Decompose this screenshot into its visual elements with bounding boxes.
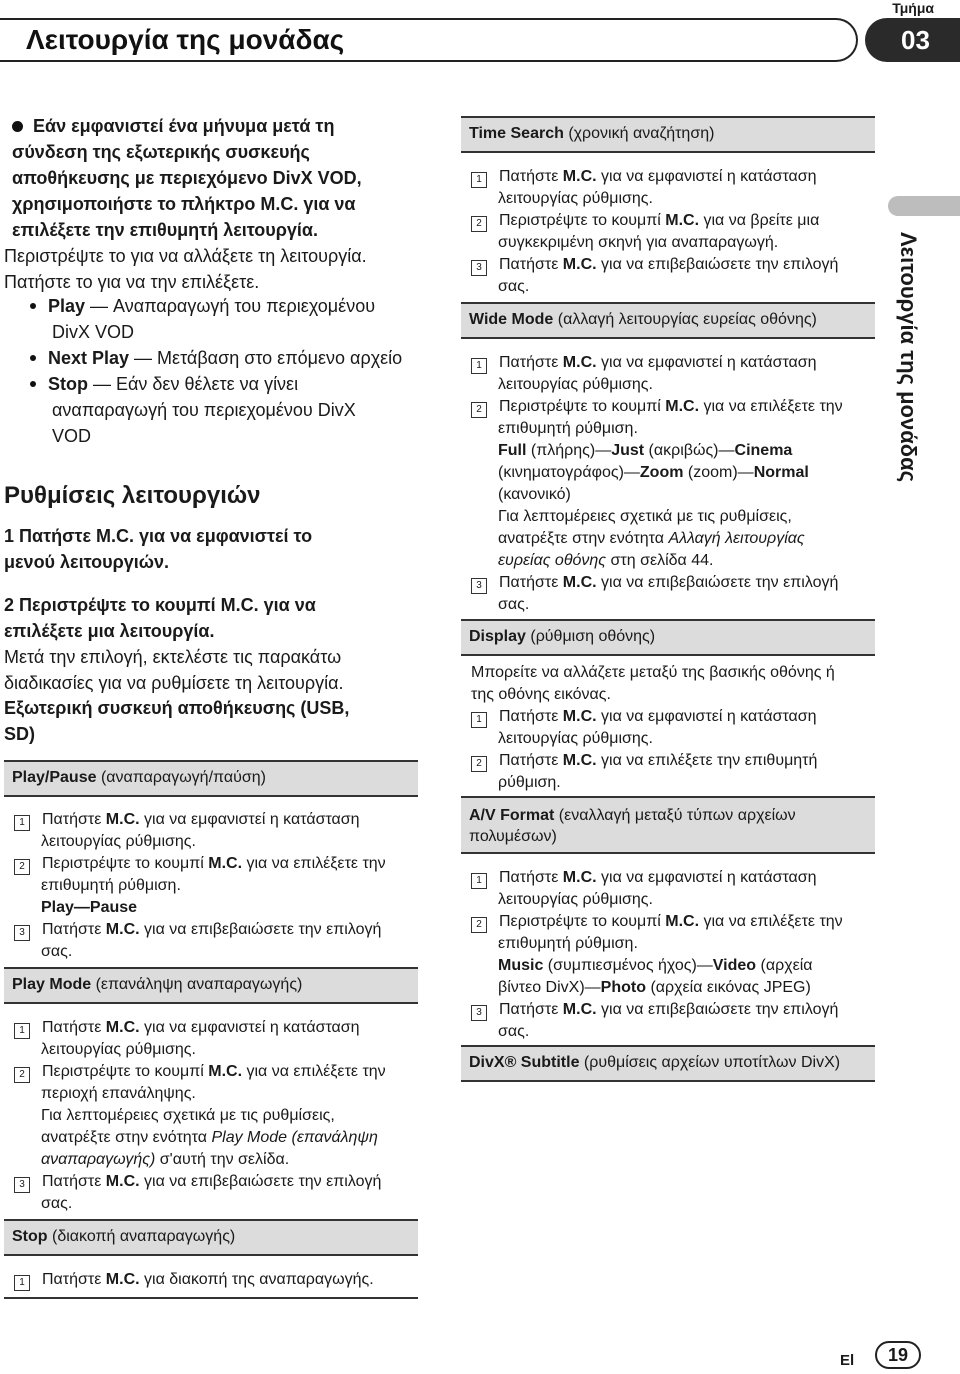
step-marker: 2 (471, 402, 487, 418)
bullet-icon (30, 381, 36, 387)
intro-line: σύνδεση της εξωτερικής συσκευής (12, 142, 310, 162)
bullet-cont: DivX VOD (52, 322, 135, 342)
play-pause-steps: 1 Πατήστε M.C. για να εμφανιστεί η κατάσταση λειτουργίας ρύθμισης. 2 Περιστρέψτε το κουμπί M.C. για να επιλέξετε την επιθυμητή ρύθμιση. Play—Pause 3 Πατήστε M.C. για να επιβεβαιώσετε την επιλογή σας. (14, 809, 424, 963)
step-2 (4, 592, 434, 644)
section-label: Τμήμα (892, 0, 934, 16)
bullet-cont: αναπαραγωγή του περιεχομένου DivX (52, 400, 356, 420)
step-marker: 1 (471, 873, 487, 889)
ext-line: SD) (4, 724, 35, 744)
step-marker: 3 (14, 925, 30, 941)
stop-bar (4, 1219, 418, 1256)
side-title (895, 232, 943, 522)
divx-subtitle-bar (461, 1045, 875, 1082)
step-marker: 1 (14, 815, 30, 831)
intro-line: Εάν εμφανιστεί ένα μήνυμα μετά τη (33, 116, 335, 136)
after-line: διαδικασίες για να ρυθμίσετε τη λειτουργία. (4, 673, 344, 693)
wide-mode-steps: 1 Πατήστε M.C. για να εμφανιστεί η κατάσταση λειτουργίας ρύθμισης. 2 Περιστρέψτε το κουμπί M.C. για να επιλέξετε την επιθυμητή ρύθμιση. Full (πλήρης)—Just (ακριβώς)—Cinema (κινηματογράφος)—Zoom (zoom)—Normal (κανονικό) Για λεπτομέρειες σχετικά με τις ρυθμίσεις, ανατρέξτε στην ενότητα Αλλαγή λειτουργίας ευρείας οθόνης στη σελίδα 44. 3 Πατήστε M.C. για να επιβεβαιώσετε την επιλογή σας. (471, 352, 881, 616)
bar-rest: (ρύθμιση οθόνης) (525, 628, 656, 645)
bar-rest: πολυμέσων) (469, 828, 557, 845)
step-marker: 1 (471, 172, 487, 188)
bar-rest: (χρονική αναζήτηση) (563, 125, 715, 142)
bar-key: Play Mode (12, 976, 92, 993)
step-line: μενού λειτουργιών. (4, 552, 169, 572)
bar-key: DivX® Subtitle (469, 1054, 580, 1071)
step-marker: 3 (471, 260, 487, 276)
side-title-text: Λειτουργία της μονάδας (896, 232, 921, 483)
step-marker: 3 (471, 1005, 487, 1021)
chapter-title-tab (0, 18, 858, 62)
bar-rest: (αναπαραγωγή/παύση) (96, 769, 266, 786)
bar-rest: (εναλλαγή μεταξύ τύπων αρχείων (554, 807, 796, 824)
bullet-icon (30, 355, 36, 361)
intro-body (4, 243, 434, 295)
intro-heading (12, 113, 432, 243)
step-line: επιλέξετε μια λειτουργία. (4, 621, 215, 641)
option-bullets (30, 293, 430, 449)
step-marker: 3 (14, 1177, 30, 1193)
play-mode-bar (4, 967, 418, 1004)
stop-steps: 1 Πατήστε M.C. για διακοπή της αναπαραγωγής. (14, 1269, 424, 1291)
bullet-dot-icon (12, 121, 23, 132)
step-marker: 3 (471, 578, 487, 594)
step-marker: 2 (14, 859, 30, 875)
intro-line: αποθήκευσης με περιεχόμενο DivX VOD, (12, 168, 362, 188)
av-format-bar (461, 796, 875, 854)
side-tab-marker (888, 196, 960, 216)
body-line: Πατήστε το για να την επιλέξετε. (4, 272, 260, 292)
ext-storage-heading (4, 695, 434, 747)
bar-rest: (αλλαγή λειτουργίας ευρείας οθόνης) (553, 311, 817, 328)
bar-rest: (διακοπή αναπαραγωγής) (47, 1228, 236, 1245)
bullet-text: — Εάν δεν θέλετε να γίνει (88, 374, 299, 394)
after-line: Μετά την επιλογή, εκτελέστε τις παρακάτω (4, 647, 342, 667)
step-line: 2 Περιστρέψτε το κουμπί M.C. για να (4, 595, 316, 615)
bar-key: Stop (12, 1228, 48, 1245)
intro-line: επιλέξετε την επιθυμητή λειτουργία. (12, 220, 318, 240)
time-search-steps: 1 Πατήστε M.C. για να εμφανιστεί η κατάσταση λειτουργίας ρύθμισης. 2 Περιστρέψτε το κουμπί M.C. για να βρείτε μια συγκεκριμένη σκηνή για αναπαραγωγή. 3 Πατήστε M.C. για να επιβεβαιώσετε την επιλογή σας. (471, 166, 881, 298)
bar-key: Wide Mode (469, 311, 554, 328)
step-marker: 2 (471, 917, 487, 933)
settings-heading: Ρυθμίσεις λειτουργιών (4, 482, 261, 509)
play-pause-bar (4, 760, 418, 797)
bar-key: Play/Pause (12, 769, 97, 786)
time-search-bar (461, 116, 875, 153)
bar-key: Time Search (469, 125, 564, 142)
bullet-cont: VOD (52, 426, 92, 446)
language-code: El (840, 1352, 855, 1369)
section-number: 03 (901, 25, 930, 55)
after-text (4, 644, 434, 696)
play-mode-steps: 1 Πατήστε M.C. για να εμφανιστεί η κατάσταση λειτουργίας ρύθμισης. 2 Περιστρέψτε το κουμπί M.C. για να επιλέξετε την περιοχή επανάληψης. Για λεπτομέρειες σχετικά με τις ρυθμίσεις, ανατρέξτε στην ενότητα Play Mode (επανάληψη αναπαραγωγής) σ'αυτή την σελίδα. 3 Πατήστε M.C. για να επιβεβαιώσετε την επιλογή σας. (14, 1017, 424, 1215)
av-format-steps: 1 Πατήστε M.C. για να εμφανιστεί η κατάσταση λειτουργίας ρύθμισης. 2 Περιστρέψτε το κουμπί M.C. για να επιλέξετε την επιθυμητή ρύθμιση. Music (συμπιεσμένος ήχος)—Video (αρχεία βίντεο DivX)—Photo (αρχεία εικόνας JPEG) 3 Πατήστε M.C. για να επιβεβαιώσετε την επιλογή σας. (471, 867, 881, 1043)
bar-key: A/V Format (469, 807, 555, 824)
bullet-key: Stop (48, 374, 88, 394)
bullet-text: — Μετάβαση στο επόμενο αρχείο (129, 348, 403, 368)
bar-key: Display (469, 628, 526, 645)
step-marker: 2 (471, 756, 487, 772)
page-number: 19 (875, 1341, 921, 1369)
step-marker: 1 (14, 1275, 30, 1291)
chapter-title: Λειτουργία της μονάδας (26, 24, 345, 55)
step-marker: 1 (14, 1023, 30, 1039)
bar-rest: (επανάληψη αναπαραγωγής) (91, 976, 303, 993)
display-bar (461, 619, 875, 656)
ext-line: Εξωτερική συσκευή αποθήκευσης (USB, (4, 698, 350, 718)
bullet-key: Next Play (48, 348, 130, 368)
step-1 (4, 523, 434, 575)
step-marker: 1 (471, 358, 487, 374)
display-steps: Μπορείτε να αλλάζετε μεταξύ της βασικής οθόνης ή της οθόνης εικόνας. 1 Πατήστε M.C. για να εμφανιστεί η κατάσταση λειτουργίας ρύθμισης. 2 Πατήστε M.C. για να επιλέξετε την επιθυμητή ρύθμιση. (471, 664, 835, 791)
step-line: 1 Πατήστε M.C. για να εμφανιστεί το (4, 526, 313, 546)
bullet-text: — Αναπαραγωγή του περιεχομένου (85, 296, 376, 316)
step-marker: 2 (14, 1067, 30, 1083)
body-line: Περιστρέψτε το για να αλλάξετε τη λειτουργία. (4, 246, 367, 266)
wide-mode-bar (461, 302, 875, 339)
step-marker: 1 (471, 712, 487, 728)
step-marker: 2 (471, 216, 487, 232)
section-number-badge (865, 18, 960, 62)
bullet-key: Play (48, 296, 86, 316)
section-rule (4, 1297, 418, 1299)
bar-rest: (ρυθμίσεις αρχείων υποτίτλων DivX) (579, 1054, 841, 1071)
bullet-icon (30, 303, 36, 309)
intro-line: χρησιμοποιήστε το πλήκτρο M.C. για να (12, 194, 356, 214)
